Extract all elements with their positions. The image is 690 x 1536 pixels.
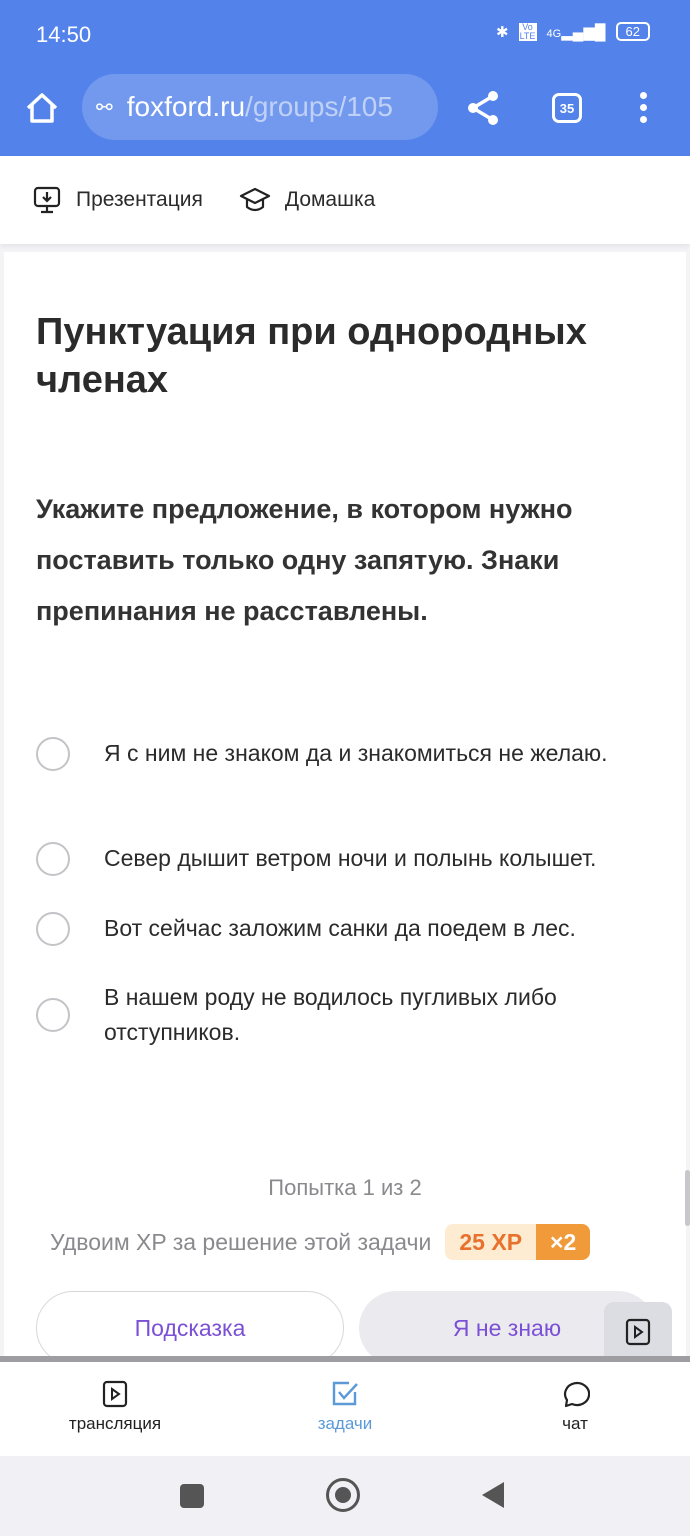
status-time: 14:50 bbox=[36, 22, 92, 47]
play-icon bbox=[101, 1380, 129, 1408]
radio-button[interactable] bbox=[36, 842, 70, 876]
graduation-cap-icon bbox=[239, 186, 271, 214]
download-screen-icon bbox=[32, 185, 62, 215]
task-question: Укажите предложение, в котором нужно поставить только одну запятую. Знаки препинания не расставлены. bbox=[36, 494, 573, 626]
home-button[interactable] bbox=[326, 1478, 360, 1512]
home-icon[interactable] bbox=[24, 90, 60, 126]
share-icon[interactable] bbox=[465, 90, 501, 126]
scrollbar[interactable] bbox=[684, 250, 690, 1224]
radio-button[interactable] bbox=[36, 737, 70, 771]
bottom-nav bbox=[0, 1362, 690, 1456]
tabs-button[interactable]: 35 bbox=[552, 93, 582, 123]
xp-badge: 25 XP ×2 bbox=[445, 1224, 590, 1260]
checkbox-icon bbox=[331, 1380, 359, 1408]
recents-button[interactable] bbox=[180, 1484, 204, 1508]
radio-button[interactable] bbox=[36, 998, 70, 1032]
nav-tasks[interactable]: задачи bbox=[230, 1362, 460, 1456]
homework-button[interactable]: Домашка bbox=[239, 186, 375, 214]
dont-know-button[interactable]: Я не знаю bbox=[359, 1291, 655, 1365]
address-bar[interactable]: ⚯ foxford.ru /groups/105 bbox=[82, 74, 438, 140]
nav-chat[interactable]: чат bbox=[460, 1362, 690, 1456]
presentation-button[interactable]: Презентация bbox=[32, 185, 203, 215]
battery-icon: 62 bbox=[616, 22, 650, 41]
attempt-counter: Попытка 1 из 2 bbox=[268, 1175, 422, 1200]
lesson-toolbar bbox=[0, 156, 690, 244]
more-menu-icon[interactable] bbox=[640, 92, 648, 128]
bluetooth-icon: ✱ bbox=[495, 23, 509, 41]
answer-option[interactable]: В нашем роду не водилось пугливых либо отступников. bbox=[36, 980, 666, 1050]
chat-bubble-icon bbox=[560, 1380, 590, 1408]
browser-header bbox=[0, 0, 690, 156]
xp-promo: Удвоим XP за решение этой задачи 25 XP ×2 bbox=[50, 1224, 590, 1260]
nav-stream[interactable]: трансляция bbox=[0, 1362, 230, 1456]
play-icon bbox=[624, 1318, 652, 1346]
signal-icon: 4G▂▄▆█ bbox=[546, 23, 606, 41]
task-title: Пунктуация при однородных членах bbox=[36, 311, 587, 401]
site-settings-icon[interactable]: ⚯ bbox=[96, 96, 113, 119]
stream-float-button[interactable] bbox=[604, 1302, 672, 1362]
back-button[interactable] bbox=[482, 1482, 504, 1508]
answer-option[interactable]: Север дышит ветром ночи и полынь колышет. bbox=[36, 841, 666, 876]
volte-icon: Vo LTE bbox=[519, 21, 536, 41]
hint-button[interactable]: Подсказка bbox=[36, 1291, 344, 1365]
status-icons bbox=[496, 22, 650, 41]
radio-button[interactable] bbox=[36, 912, 70, 946]
answer-option[interactable]: Я с ним не знаком да и знакомиться не желаю. bbox=[36, 736, 666, 771]
answer-option[interactable]: Вот сейчас заложим санки да поедем в лес. bbox=[36, 911, 666, 946]
system-nav-bar bbox=[0, 1456, 690, 1536]
